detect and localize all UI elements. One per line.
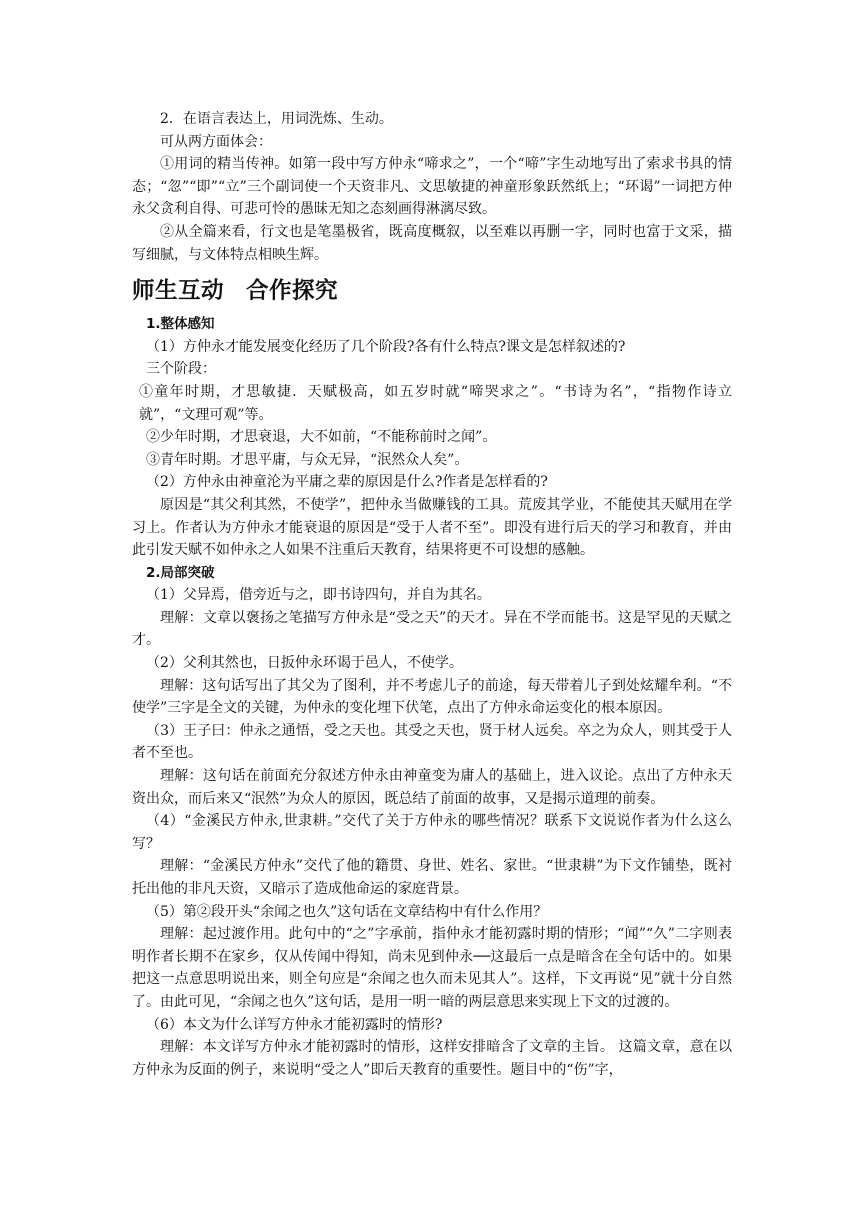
overall-stage-2: ②少年时期，才思衰退，大不如前，“不能称前时之闻”。 <box>146 429 497 446</box>
local-answer-3: 理解：这句话在前面充分叙述方仲永由神童变为庸人的基础上，进入议论。点出了方仲永天资出众，而后来又“泯然”为众人的原因，既总结了前面的故事，又是揭示道理的前奏。 <box>132 768 732 807</box>
intro-point-2: 2．在语言表达上，用词洗炼、生动。 <box>160 111 393 127</box>
local-question-4: （4）“金溪民方仲永,世隶耕。”交代了关于方仲永的哪些情况？联系下文说说作者为什么这么写？ <box>132 813 732 852</box>
intro-aspect-2: ②从全篇来看，行文也是笔墨极省，既高度概叙，以至难以再删一字，同时也富于文采，描写细腻，与文体特点相映生辉。 <box>132 223 732 263</box>
overall-question-2: （2）方仲永由神童沦为平庸之辈的原因是什么?作者是怎样看的? <box>146 474 548 491</box>
overall-stage-3: ③青年时期。才思平庸，与众无异，“泯然众人矣”。 <box>146 451 469 468</box>
overall-stage-1: ①童年时期，才思敏捷．天赋极高，如五岁时就“啼哭求之”。“书诗为名”，“指物作诗立就”，“文理可观”等。 <box>139 383 732 423</box>
local-question-6: （6）本文为什么详写方仲永才能初露时的情形? <box>146 1016 443 1033</box>
local-answer-4: 理解：“金溪民方仲永”交代了他的籍贯、身世、姓名、家世。“世隶耕”为下文作铺垫，既衬托出他的非凡天资，又暗示了造成他命运的家庭背景。 <box>132 858 732 897</box>
section-title-part-2: 合作探究 <box>246 278 339 305</box>
local-question-2: （2）父利其然也，日扳仲永环谒于邑人，不使学。 <box>146 655 463 672</box>
section-title <box>132 275 732 307</box>
overall-heading: 1.整体感知 <box>146 316 215 333</box>
intro-two-aspects: 可从两方面体会： <box>160 133 272 150</box>
intro-aspect-1: ①用词的精当传神。如第一段中写方仲永“啼求之”，一个“啼”字生动地写出了索求书具的情态；“忽”“即”“立”三个副词使一个天资非凡、文思敏捷的神童形象跃然纸上；“环谒”一词把方仲永父贪利自得、可悲可怜的愚昧无知之态刻画得淋漓尽致。 <box>132 156 732 218</box>
overall-stages-intro: 三个阶段： <box>146 361 216 378</box>
local-question-5: （5）第②段开头“余闻之也久”这句话在文章结构中有什么作用？ <box>146 903 548 920</box>
local-question-3: （3）王子曰：仲永之通悟，受之天也。其受之天也，贤于材人远矣。卒之为众人，则其受于人者不至也。 <box>132 722 732 762</box>
local-answer-5: 理解：起过渡作用。此句中的“之”字承前，指仲永才能初露时期的情形；“闻”“久”二字则表明作者长期不在家乡，仅从传闻中得知，尚未见到仲永──这最后一点是暗含在全句话中的。如果把这一点意思明说出来，则全句应是“余闻之也久而未见其人”。这样，下文再说“见”就十分自然了。由此可见，“余闻之也久”这句话，是用一明一暗的两层意思来实现上下文的过渡的。 <box>132 926 732 1010</box>
local-question-1: （1）父异焉，借旁近与之，即书诗四句，并自为其名。 <box>146 587 491 604</box>
section-title-part-1: 师生互动 <box>132 278 225 305</box>
local-heading: 2.局部突破 <box>146 564 215 581</box>
local-answer-2: 理解：这句话写出了其父为了图利，并不考虑儿子的前途，每天带着儿子到处炫耀牟利。“不使学”三字是全文的关键，为仲永的变化埋下伏笔，点出了方仲永命运变化的根本原因。 <box>132 677 732 717</box>
local-answer-6: 理解：本文详写方仲永才能初露时的情形，这样安排暗含了文章的主旨。 这篇文章，意在以方仲永为反面的例子，来说明“受之人”即后天教育的重要性。题目中的“伤”字， <box>132 1039 732 1078</box>
local-answer-1: 理解：文章以褒扬之笔描写方仲永是“受之天”的天才。异在不学而能书。这是罕见的天赋之才。 <box>132 609 732 649</box>
overall-question-1: （1）方仲永才能发展变化经历了几个阶段?各有什么特点?课文是怎样叙述的? <box>146 338 626 355</box>
overall-answer-2: 原因是“其父利其然，不使学”，把仲永当做赚钱的工具。荒废其学业，不能使其天赋用在学习上。作者认为方仲永才能衰退的原因是“受于人者不至”。即没有进行后天的学习和教育，并由此引发天赋不如仲永之人如果不注重后天教育，结果将更不可设想的感触。 <box>132 496 732 559</box>
